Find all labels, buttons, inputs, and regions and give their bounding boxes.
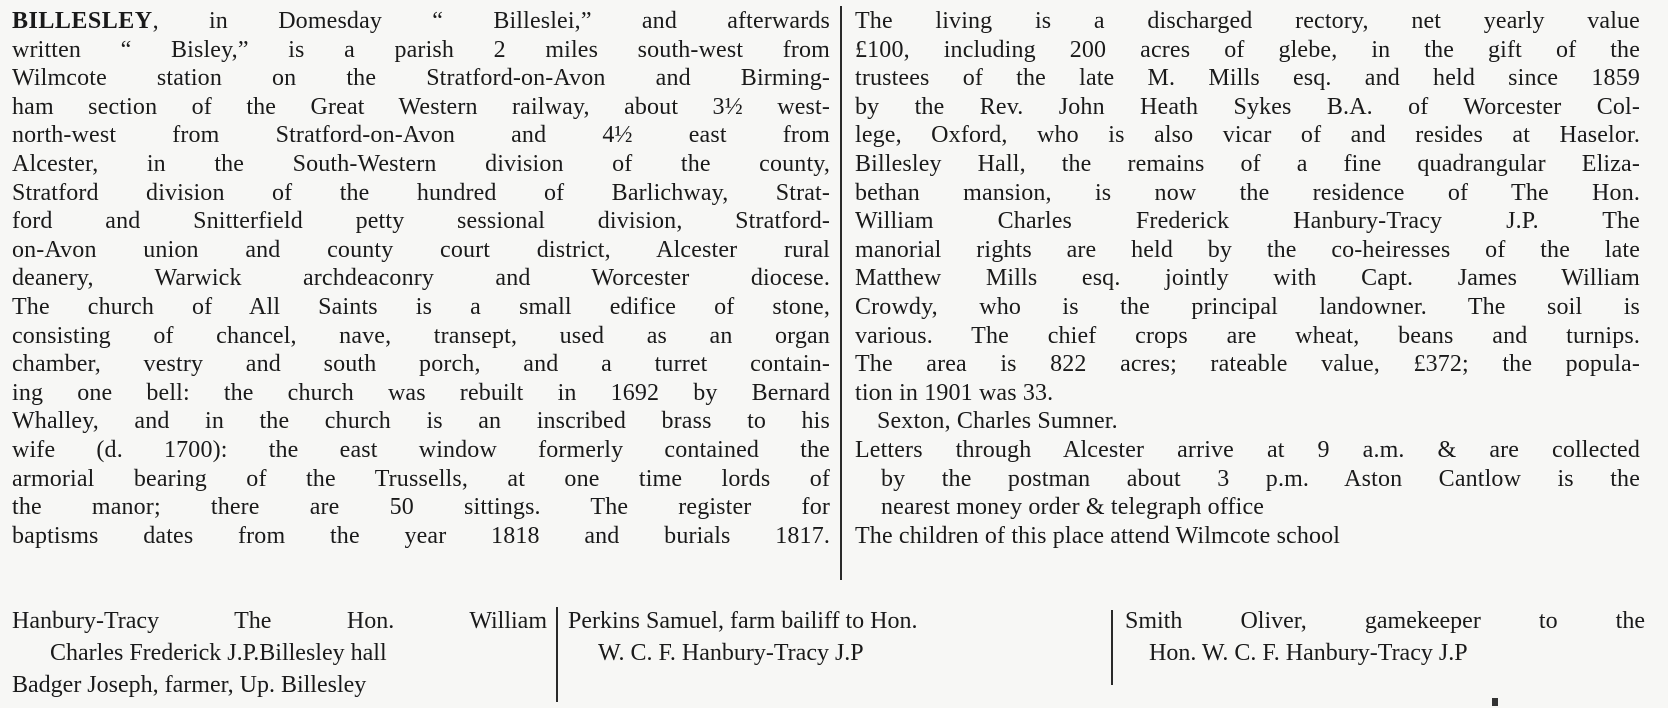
text-line: on-Avon union and county court district, Alcester rural [12,236,830,263]
text-line: north-west from Stratford-on-Avon and 4½ east from [12,122,830,149]
text-line: Crowdy, who is the principal landowner. The soil is [855,293,1640,320]
directory-column-1 [12,605,547,701]
text-line: manorial rights are held by the co-heiresses of the late [855,236,1640,263]
directory-column-2 [568,605,1108,669]
text-line: lege, Oxford, who is also vicar of and resides at Haselor. [855,122,1640,149]
directory-divider [556,607,558,702]
directory-entry: Badger Joseph, farmer, Up. Billesley [12,672,367,698]
text-line: Whalley, and in the church is an inscribed brass to his [12,408,830,435]
letters-line: Letters through Alcester arrive at 9 a.m. & are collected [855,436,1640,463]
text-line: written “ Bisley,” is a parish 2 miles south-west from [12,36,830,63]
text-line-content: , in Domesday “ Billeslei,” and afterwards [152,8,830,34]
text-line: ing one bell: the church was rebuilt in 1692 by Bernard [12,379,830,406]
text-line: The area is 822 acres; rateable value, £372; the popula- [855,351,1640,378]
parish-name: BILLESLEY [12,8,153,34]
text-line: deanery, Warwick archdeaconry and Worcester diocese. [12,265,830,292]
text-line: chamber, vestry and south porch, and a turret contain- [12,351,830,378]
parish-description-left-column [12,7,830,550]
text-line: Wilmcote station on the Stratford-on-Avon and Birming- [12,65,830,92]
directory-entry: W. C. F. Hanbury-Tracy J.P [598,640,864,666]
text-line: armorial bearing of the Trussells, at one time lords of [12,465,830,492]
column-divider [840,6,842,580]
text-line: baptisms dates from the year 1818 and burials 1817. [12,522,830,549]
text-line: ham section of the Great Western railway, about 3½ west- [12,93,830,120]
directory-entry: Hanbury-Tracy The Hon. William [12,608,547,634]
directory-column-3 [1125,605,1645,669]
directory-entry: Charles Frederick J.P.Billesley hall [50,640,387,666]
text-line: by the Rev. John Heath Sykes B.A. of Worcester Col- [855,93,1640,120]
text-line: Stratford division of the hundred of Barlichway, Strat- [12,179,830,206]
text-line: ford and Snitterfield petty sessional division, Stratford- [12,208,830,235]
text-line: wife (d. 1700): the east window formerly contained the [12,436,830,463]
text-line: The living is a discharged rectory, net yearly value [855,8,1640,34]
text-line: William Charles Frederick Hanbury-Tracy J.P. The [855,208,1640,235]
text-line: bethan mansion, is now the residence of The Hon. [855,179,1640,206]
text-line: tion in 1901 was 33. [855,379,1054,406]
print-mark [1492,698,1498,706]
text-line [12,7,830,36]
text-line: £100, including 200 acres of glebe, in the gift of the [855,36,1640,63]
parish-description-right-column [855,7,1640,550]
directory-entry: Hon. W. C. F. Hanbury-Tracy J.P [1149,640,1468,666]
text-line: Billesley Hall, the remains of a fine quadrangular Eliza- [855,150,1640,177]
directory-entry: Perkins Samuel, farm bailiff to Hon. [568,608,918,634]
text-line: consisting of chancel, nave, transept, used as an organ [12,322,830,349]
sexton-line: Sexton, Charles Sumner. [877,408,1118,435]
letters-line: nearest money order & telegraph office [881,494,1265,521]
directory-entry: Smith Oliver, gamekeeper to the [1125,608,1645,634]
text-line: the manor; there are 50 sittings. The register for [12,494,830,521]
directory-divider [1111,610,1113,685]
text-line: Matthew Mills esq. jointly with Capt. James William [855,265,1640,292]
school-line: The children of this place attend Wilmcote school [855,522,1341,549]
text-line: The church of All Saints is a small edifice of stone, [12,293,830,320]
text-line: Alcester, in the South-Western division of the county, [12,150,830,177]
text-line: trustees of the late M. Mills esq. and held since 1859 [855,65,1640,92]
text-line: various. The chief crops are wheat, beans and turnips. [855,322,1640,349]
letters-line: by the postman about 3 p.m. Aston Cantlow is the [881,465,1640,492]
